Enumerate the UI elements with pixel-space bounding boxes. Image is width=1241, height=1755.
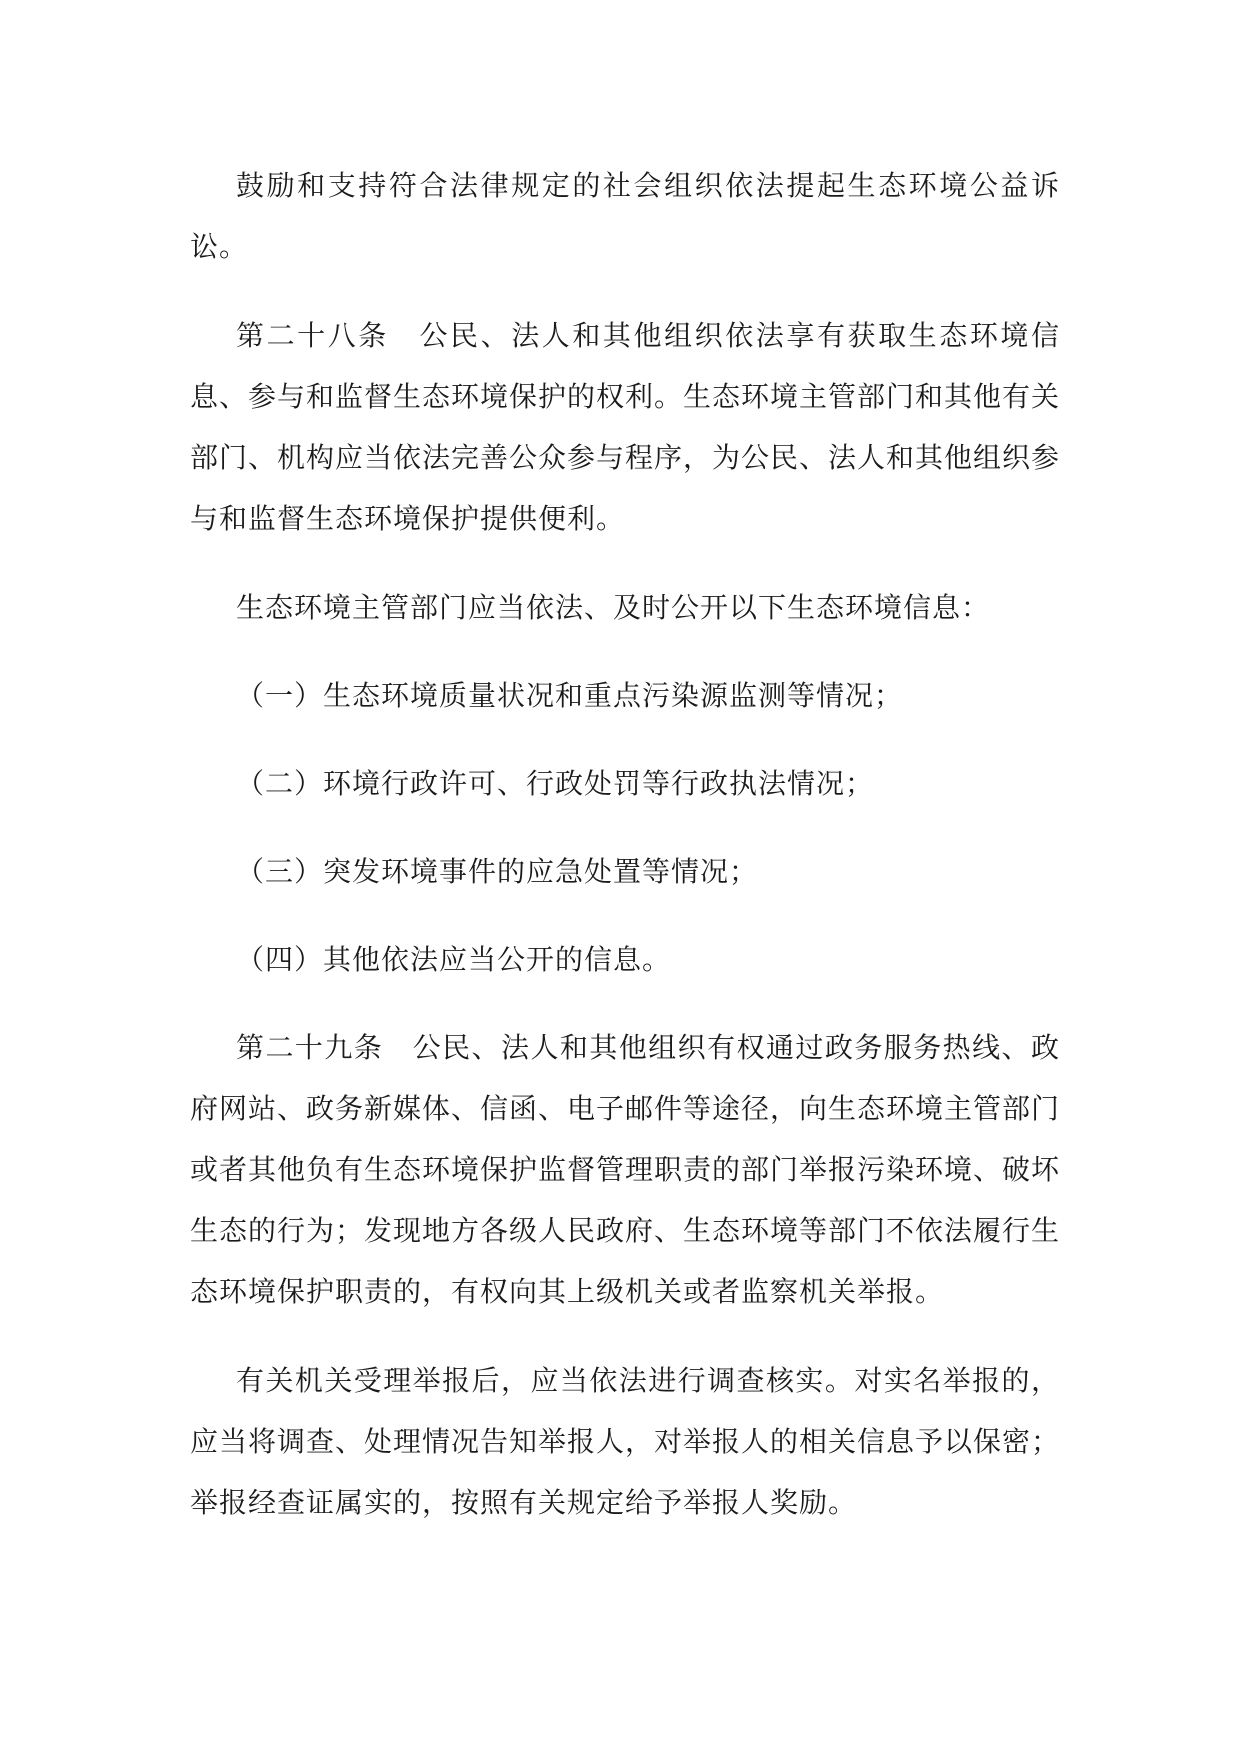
list-item-2: （二）环境行政许可、行政处罚等行政执法情况； [236, 767, 875, 800]
paragraph-article-28: 第二十八条 公民、法人和其他组织依法享有获取生态环境信息、参与和监督生态环境保护的权利。生态环境主管部门和其他有关部门、机构应当依法完善公众参与程序，为公民、法人和其他组织参与和监督生态环境保护提供便利。 [190, 319, 1061, 535]
list-item-4: （四）其他依法应当公开的信息。 [236, 943, 672, 976]
list-item-1: （一）生态环境质量状况和重点污染源监测等情况； [236, 679, 904, 712]
paragraph-disclosure-intro: 生态环境主管部门应当依法、及时公开以下生态环境信息： [236, 591, 991, 624]
paragraph-article-29: 第二十九条 公民、法人和其他组织有权通过政务服务热线、政府网站、政务新媒体、信函、电子邮件等途径，向生态环境主管部门或者其他负有生态环境保护监督管理职责的部门举报污染环境、破坏生态的行为；发现地方各级人民政府、生态环境等部门不依法履行生态环境保护职责的，有权向其上级机关或者监察机关举报。 [190, 1031, 1061, 1308]
document-body [190, 155, 1060, 1561]
paragraph-report-handling: 有关机关受理举报后，应当依法进行调查核实。对实名举报的，应当将调查、处理情况告知举报人，对举报人的相关信息予以保密；举报经查证属实的，按照有关规定给予举报人奖励。 [190, 1364, 1061, 1519]
list-item-3: （三）突发环境事件的应急处置等情况； [236, 855, 759, 888]
paragraph-public-interest-litigation: 鼓励和支持符合法律规定的社会组织依法提起生态环境公益诉讼。 [190, 169, 1060, 263]
